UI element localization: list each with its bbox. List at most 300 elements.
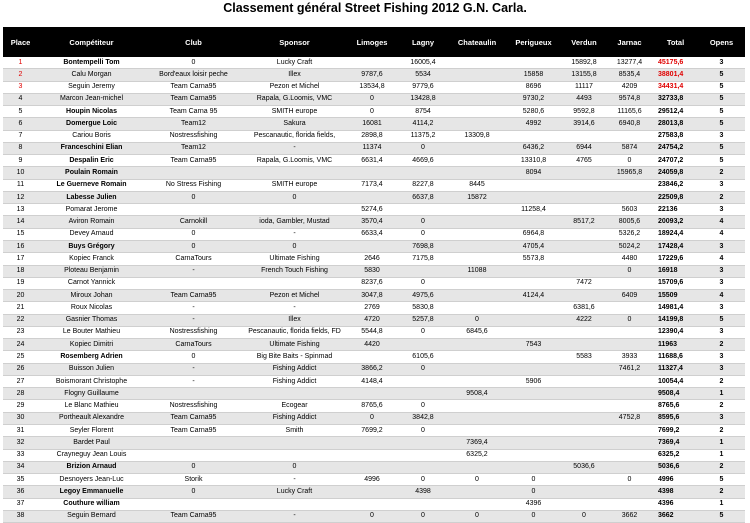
cell-total: 45175,6 [653, 57, 698, 69]
cell-jarnac [606, 400, 653, 412]
cell-jarnac [606, 498, 653, 510]
cell-competitor: Pomarat Jerome [38, 204, 145, 216]
table-row [3, 167, 745, 179]
cell-limoges [347, 449, 397, 461]
cell-club: Team Carna 95 [145, 106, 242, 118]
cell-total: 24707,2 [653, 155, 698, 167]
cell-place: 16 [3, 240, 38, 252]
table-row [3, 498, 745, 510]
cell-opens: 3 [698, 265, 745, 277]
cell-place: 25 [3, 351, 38, 363]
cell-total: 7699,2 [653, 424, 698, 436]
cell-chateaulin [449, 118, 505, 130]
cell-jarnac: 4209 [606, 81, 653, 93]
cell-verdun: 5036,6 [562, 461, 606, 473]
cell-limoges: 13534,8 [347, 81, 397, 93]
cell-club: Nostressfishing [145, 400, 242, 412]
cell-sponsor [242, 437, 347, 449]
cell-total: 15709,6 [653, 277, 698, 289]
cell-opens: 1 [698, 437, 745, 449]
cell-sponsor: Pezon et Michel [242, 290, 347, 302]
cell-place: 21 [3, 302, 38, 314]
cell-limoges: 5830 [347, 265, 397, 277]
cell-competitor: Le Blanc Mathieu [38, 400, 145, 412]
cell-lagny [397, 437, 449, 449]
cell-jarnac: 11165,6 [606, 106, 653, 118]
cell-sponsor: French Touch Fishing [242, 265, 347, 277]
cell-sponsor: Lucky Craft [242, 486, 347, 498]
cell-verdun: 6944 [562, 142, 606, 154]
cell-total: 8595,6 [653, 412, 698, 424]
cell-place: 18 [3, 265, 38, 277]
cell-opens: 2 [698, 339, 745, 351]
table-row [3, 412, 745, 424]
cell-chateaulin: 15872 [449, 191, 505, 203]
cell-limoges: 5274,6 [347, 204, 397, 216]
cell-chateaulin: 7369,4 [449, 437, 505, 449]
cell-limoges [347, 486, 397, 498]
cell-place: 4 [3, 93, 38, 105]
cell-opens: 3 [698, 57, 745, 69]
cell-lagny: 5534 [397, 69, 449, 81]
cell-perigueux: 6964,8 [505, 228, 562, 240]
cell-place: 35 [3, 474, 38, 486]
cell-chateaulin [449, 363, 505, 375]
cell-chateaulin [449, 167, 505, 179]
cell-opens: 3 [698, 302, 745, 314]
header-verdun: Verdun [562, 27, 606, 57]
cell-club: 0 [145, 240, 242, 252]
cell-jarnac: 5024,2 [606, 240, 653, 252]
cell-competitor: Marcon Jean-michel [38, 93, 145, 105]
table-row [3, 216, 745, 228]
cell-sponsor: Ultimate Fishing [242, 253, 347, 265]
cell-sponsor: 0 [242, 461, 347, 473]
cell-opens: 2 [698, 191, 745, 203]
cell-verdun [562, 412, 606, 424]
cell-verdun [562, 375, 606, 387]
cell-place: 29 [3, 400, 38, 412]
cell-total: 3662 [653, 510, 698, 522]
cell-total: 27583,8 [653, 130, 698, 142]
table-row [3, 265, 745, 277]
cell-limoges: 9787,6 [347, 69, 397, 81]
cell-perigueux: 8094 [505, 167, 562, 179]
cell-place: 11 [3, 179, 38, 191]
cell-lagny: 0 [397, 326, 449, 338]
cell-limoges: 2646 [347, 253, 397, 265]
cell-total: 28013,8 [653, 118, 698, 130]
cell-opens: 5 [698, 314, 745, 326]
cell-lagny: 0 [397, 474, 449, 486]
cell-opens: 3 [698, 412, 745, 424]
header-sponsor: Sponsor [242, 27, 347, 57]
cell-lagny [397, 449, 449, 461]
cell-sponsor: Smith [242, 424, 347, 436]
header-lagny: Lagny [397, 27, 449, 57]
cell-limoges [347, 167, 397, 179]
cell-limoges: 2769 [347, 302, 397, 314]
cell-jarnac: 0 [606, 155, 653, 167]
cell-jarnac: 8005,6 [606, 216, 653, 228]
cell-club: Carnokill [145, 216, 242, 228]
cell-total: 15509 [653, 290, 698, 302]
table-row [3, 474, 745, 486]
cell-lagny: 4114,2 [397, 118, 449, 130]
cell-club [145, 498, 242, 510]
cell-opens: 3 [698, 130, 745, 142]
cell-lagny: 4669,6 [397, 155, 449, 167]
cell-competitor: Brizion Arnaud [38, 461, 145, 473]
cell-competitor: Gasnier Thomas [38, 314, 145, 326]
cell-verdun [562, 424, 606, 436]
cell-competitor: Calu Morgan [38, 69, 145, 81]
table-row [3, 375, 745, 387]
cell-chateaulin: 9508,4 [449, 388, 505, 400]
cell-total: 18924,4 [653, 228, 698, 240]
cell-total: 14199,8 [653, 314, 698, 326]
table-row [3, 228, 745, 240]
cell-place: 2 [3, 69, 38, 81]
cell-limoges: 3570,4 [347, 216, 397, 228]
cell-club: Storik [145, 474, 242, 486]
cell-verdun: 13155,8 [562, 69, 606, 81]
cell-chateaulin: 6325,2 [449, 449, 505, 461]
cell-perigueux [505, 461, 562, 473]
cell-competitor: Cariou Boris [38, 130, 145, 142]
table-row [3, 93, 745, 105]
cell-competitor: Kopiec Dimitri [38, 339, 145, 351]
cell-limoges: 8765,6 [347, 400, 397, 412]
cell-verdun: 4222 [562, 314, 606, 326]
cell-chateaulin [449, 204, 505, 216]
cell-limoges: 8237,6 [347, 277, 397, 289]
cell-verdun [562, 339, 606, 351]
cell-perigueux: 0 [505, 510, 562, 522]
cell-lagny: 16005,4 [397, 57, 449, 69]
cell-limoges [347, 57, 397, 69]
cell-verdun: 7472 [562, 277, 606, 289]
cell-club: Team12 [145, 118, 242, 130]
cell-competitor: Franceschini Elian [38, 142, 145, 154]
cell-opens: 2 [698, 400, 745, 412]
cell-place: 1 [3, 57, 38, 69]
cell-chateaulin [449, 155, 505, 167]
cell-sponsor: Rapala, G.Loomis, VMC [242, 93, 347, 105]
cell-lagny: 0 [397, 400, 449, 412]
cell-competitor: Carnot Yannick [38, 277, 145, 289]
cell-place: 27 [3, 375, 38, 387]
cell-perigueux [505, 388, 562, 400]
table-row [3, 106, 745, 118]
cell-chateaulin [449, 400, 505, 412]
cell-sponsor: - [242, 228, 347, 240]
cell-place: 9 [3, 155, 38, 167]
cell-opens: 3 [698, 204, 745, 216]
cell-jarnac: 7461,2 [606, 363, 653, 375]
cell-jarnac: 8535,4 [606, 69, 653, 81]
cell-competitor: Buisson Julien [38, 363, 145, 375]
cell-limoges: 0 [347, 510, 397, 522]
cell-sponsor: Fishing Addict [242, 375, 347, 387]
cell-limoges: 7699,2 [347, 424, 397, 436]
cell-limoges: 4720 [347, 314, 397, 326]
table-row [3, 118, 745, 130]
cell-jarnac [606, 191, 653, 203]
cell-club: Team Carna95 [145, 93, 242, 105]
cell-limoges: 7173,4 [347, 179, 397, 191]
cell-chateaulin [449, 351, 505, 363]
cell-jarnac [606, 486, 653, 498]
cell-lagny [397, 167, 449, 179]
cell-total: 24754,2 [653, 142, 698, 154]
cell-club: 0 [145, 351, 242, 363]
table-row [3, 155, 745, 167]
cell-chateaulin [449, 240, 505, 252]
cell-verdun: 6381,6 [562, 302, 606, 314]
cell-competitor: Miroux Johan [38, 290, 145, 302]
cell-lagny: 3842,8 [397, 412, 449, 424]
cell-perigueux: 13310,8 [505, 155, 562, 167]
cell-jarnac: 3662 [606, 510, 653, 522]
table-row [3, 290, 745, 302]
cell-perigueux [505, 449, 562, 461]
table-row [3, 326, 745, 338]
cell-sponsor: Pescanautic, florida fields, FD [242, 326, 347, 338]
cell-verdun [562, 167, 606, 179]
cell-competitor: Bontempelli Tom [38, 57, 145, 69]
cell-jarnac [606, 375, 653, 387]
cell-chateaulin [449, 461, 505, 473]
cell-perigueux [505, 191, 562, 203]
cell-club [145, 167, 242, 179]
cell-lagny [397, 498, 449, 510]
cell-jarnac [606, 326, 653, 338]
cell-chateaulin [449, 375, 505, 387]
cell-sponsor: 0 [242, 240, 347, 252]
cell-jarnac [606, 179, 653, 191]
cell-place: 32 [3, 437, 38, 449]
cell-perigueux: 9730,2 [505, 93, 562, 105]
cell-perigueux: 5573,8 [505, 253, 562, 265]
cell-jarnac [606, 130, 653, 142]
cell-lagny: 7175,8 [397, 253, 449, 265]
cell-limoges [347, 351, 397, 363]
cell-verdun: 9592,8 [562, 106, 606, 118]
cell-jarnac [606, 302, 653, 314]
cell-lagny: 6637,8 [397, 191, 449, 203]
cell-sponsor: Ecogear [242, 400, 347, 412]
cell-place: 7 [3, 130, 38, 142]
cell-club: CarnaTours [145, 253, 242, 265]
cell-total: 20093,2 [653, 216, 698, 228]
cell-chateaulin [449, 339, 505, 351]
cell-jarnac [606, 449, 653, 461]
cell-verdun [562, 179, 606, 191]
table-row [3, 81, 745, 93]
cell-perigueux: 5906 [505, 375, 562, 387]
cell-perigueux [505, 424, 562, 436]
cell-lagny: 0 [397, 277, 449, 289]
cell-lagny: 4975,6 [397, 290, 449, 302]
cell-verdun [562, 363, 606, 375]
cell-perigueux [505, 216, 562, 228]
cell-sponsor: Fishing Addict [242, 363, 347, 375]
cell-lagny: 11375,2 [397, 130, 449, 142]
cell-place: 17 [3, 253, 38, 265]
table-row [3, 277, 745, 289]
cell-place: 33 [3, 449, 38, 461]
cell-sponsor [242, 167, 347, 179]
cell-chateaulin [449, 424, 505, 436]
cell-verdun [562, 253, 606, 265]
cell-verdun [562, 240, 606, 252]
cell-total: 11963 [653, 339, 698, 351]
cell-club: 0 [145, 486, 242, 498]
cell-total: 34431,4 [653, 81, 698, 93]
cell-opens: 3 [698, 326, 745, 338]
cell-opens: 3 [698, 351, 745, 363]
cell-club: 0 [145, 57, 242, 69]
cell-jarnac: 0 [606, 314, 653, 326]
cell-verdun [562, 265, 606, 277]
cell-chateaulin [449, 412, 505, 424]
cell-chateaulin [449, 498, 505, 510]
header-perigueux: Perigueux [505, 27, 562, 57]
cell-sponsor: Pezon et Michel [242, 81, 347, 93]
cell-verdun: 4493 [562, 93, 606, 105]
table-row [3, 339, 745, 351]
cell-place: 6 [3, 118, 38, 130]
cell-club: Team Carna95 [145, 155, 242, 167]
cell-opens: 5 [698, 118, 745, 130]
cell-lagny: 4398 [397, 486, 449, 498]
cell-sponsor [242, 277, 347, 289]
cell-total: 22509,8 [653, 191, 698, 203]
cell-competitor: Desnoyers Jean-Luc [38, 474, 145, 486]
table-row [3, 449, 745, 461]
cell-sponsor: 0 [242, 191, 347, 203]
cell-perigueux [505, 302, 562, 314]
cell-club: No Stress Fishing [145, 179, 242, 191]
cell-place: 15 [3, 228, 38, 240]
cell-total: 24059,8 [653, 167, 698, 179]
cell-competitor: Le Bouter Mathieu [38, 326, 145, 338]
table-row [3, 351, 745, 363]
cell-opens: 5 [698, 142, 745, 154]
cell-verdun: 4765 [562, 155, 606, 167]
cell-total: 12390,4 [653, 326, 698, 338]
cell-lagny: 9779,6 [397, 81, 449, 93]
cell-verdun: 15892,8 [562, 57, 606, 69]
cell-club: Team Carna95 [145, 412, 242, 424]
cell-club: Nostressfishing [145, 326, 242, 338]
header-club: Club [145, 27, 242, 57]
cell-verdun [562, 486, 606, 498]
cell-opens: 1 [698, 388, 745, 400]
cell-verdun: 11117 [562, 81, 606, 93]
cell-total: 32733,8 [653, 93, 698, 105]
cell-chateaulin [449, 69, 505, 81]
cell-place: 36 [3, 486, 38, 498]
cell-jarnac: 5874 [606, 142, 653, 154]
cell-competitor: Roux Nicolas [38, 302, 145, 314]
cell-lagny: 0 [397, 510, 449, 522]
cell-verdun [562, 437, 606, 449]
cell-lagny [397, 375, 449, 387]
cell-place: 13 [3, 204, 38, 216]
cell-lagny: 0 [397, 216, 449, 228]
cell-place: 20 [3, 290, 38, 302]
cell-competitor: Boismorant Christophe [38, 375, 145, 387]
cell-club: - [145, 363, 242, 375]
cell-competitor: Poulain Romain [38, 167, 145, 179]
cell-sponsor: ioda, Gambler, Mustad [242, 216, 347, 228]
cell-chateaulin: 0 [449, 474, 505, 486]
cell-limoges: 5544,8 [347, 326, 397, 338]
cell-verdun [562, 449, 606, 461]
cell-perigueux [505, 57, 562, 69]
cell-club [145, 388, 242, 400]
cell-jarnac [606, 461, 653, 473]
cell-verdun: 5583 [562, 351, 606, 363]
cell-club: Team Carna95 [145, 81, 242, 93]
cell-club: Team Carna95 [145, 290, 242, 302]
cell-competitor: Le Guerneve Romain [38, 179, 145, 191]
cell-opens: 5 [698, 69, 745, 81]
cell-club: 0 [145, 461, 242, 473]
cell-jarnac: 5326,2 [606, 228, 653, 240]
cell-club: CarnaTours [145, 339, 242, 351]
cell-verdun [562, 498, 606, 510]
cell-perigueux: 11258,4 [505, 204, 562, 216]
cell-limoges: 4148,4 [347, 375, 397, 387]
cell-place: 31 [3, 424, 38, 436]
cell-club [145, 437, 242, 449]
cell-verdun [562, 290, 606, 302]
cell-club [145, 449, 242, 461]
cell-limoges [347, 388, 397, 400]
cell-club: 0 [145, 191, 242, 203]
header-jarnac: Jarnac [606, 27, 653, 57]
cell-place: 26 [3, 363, 38, 375]
cell-jarnac: 5603 [606, 204, 653, 216]
cell-jarnac: 3933 [606, 351, 653, 363]
cell-competitor: Aviron Romain [38, 216, 145, 228]
table-row [3, 388, 745, 400]
table-row [3, 130, 745, 142]
cell-chateaulin: 0 [449, 314, 505, 326]
cell-total: 4996 [653, 474, 698, 486]
cell-chateaulin [449, 57, 505, 69]
cell-limoges [347, 240, 397, 252]
cell-club: - [145, 375, 242, 387]
cell-verdun [562, 130, 606, 142]
table-row [3, 191, 745, 203]
cell-perigueux [505, 400, 562, 412]
cell-total: 11688,6 [653, 351, 698, 363]
cell-opens: 4 [698, 216, 745, 228]
cell-sponsor: - [242, 302, 347, 314]
cell-chateaulin [449, 216, 505, 228]
cell-limoges: 6633,4 [347, 228, 397, 240]
cell-limoges: 6631,4 [347, 155, 397, 167]
cell-jarnac: 0 [606, 265, 653, 277]
cell-opens: 5 [698, 106, 745, 118]
cell-club: Bord'eaux loisir peche [145, 69, 242, 81]
cell-total: 4398 [653, 486, 698, 498]
header-competitor: Compétiteur [38, 27, 145, 57]
